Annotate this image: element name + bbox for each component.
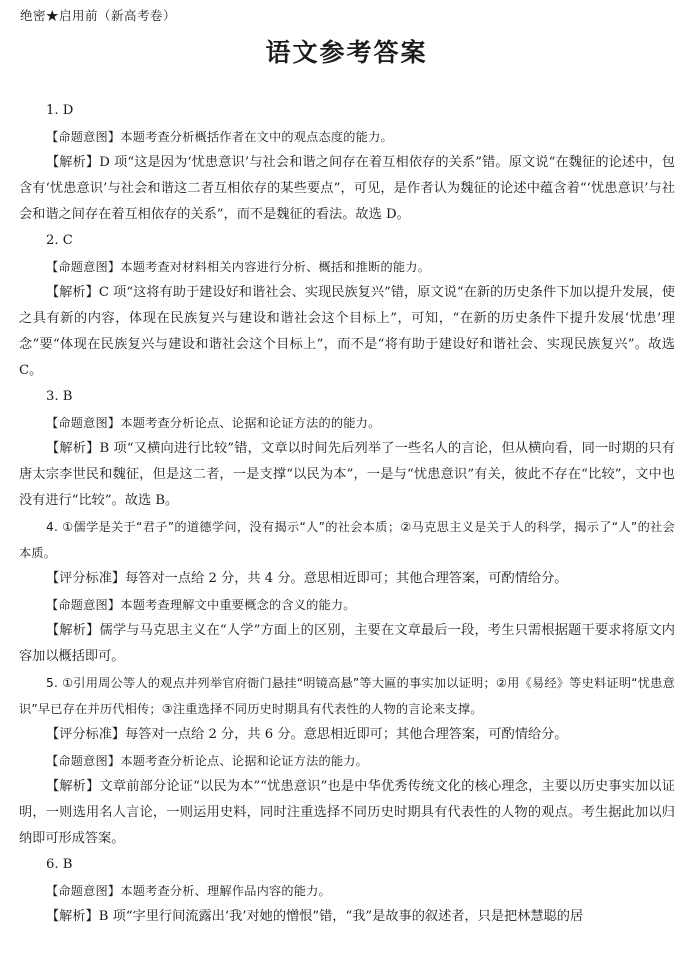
analysis-paragraph: 【解析】B 项“又横向进行比较”错，文章以时间先后列举了一些名人的言论，但从横向看，同一时期的只有唐太宗李世民和魏征，但是这二者，一是支撑“以民为本”，一是与“忧患意识”有关，彼此不存在“比较”，文中也没有进行“比较”。故选 B。 [19,441,675,508]
analysis-paragraph: 【解析】文章前部分论证“以民为本”“忧患意识”也是中华优秀传统文化的核心理念，主要以历史事实加以证明，一则选用名人言论，一则运用史料，同时注重选择不同历史时期具有代表性的人物的观点。考生据此加以归纳即可形成答案。 [19,779,675,846]
page-title: 语文参考答案 [265,38,428,67]
scoring-paragraph: 【评分标准】每答对一点给 2 分，共 6 分。意思相近即可；其他合理答案，可酌情给分。 [46,727,568,742]
question-number: 3. B [46,389,73,404]
intent-paragraph: 【命题意图】本题考查分析论点、论据和论证方法的能力。 [46,754,369,768]
answer-content [19,98,675,930]
analysis-paragraph: 【解析】儒学与马克思主义在“人学”方面上的区别，主要在文章最后一段，考生只需根据题干要求将原文内容加以概括即可。 [19,623,675,664]
answer-paragraph: 5. ①引用周公等人的观点并列举官府衙门悬挂“明镜高悬”等大匾的事实加以证明；②用《易经》等史料证明“忧患意识”早已存在并历代相传；③注重选择不同历史时期具有代表性的人物的言论来支撑。 [19,676,675,716]
header-note: 绝密★启用前（新高考卷） [20,8,177,23]
question-number: 2. C [46,233,73,248]
answer-paragraph: 4. ①儒学是关于“君子”的道德学问，没有揭示“人”的社会本质；②马克思主义是关于人的科学，揭示了“人”的社会本质。 [19,520,675,560]
intent-paragraph: 【命题意图】本题考查分析论点、论据和论证方法的的能力。 [46,416,381,430]
intent-paragraph: 【命题意图】本题考查对材料相关内容进行分析、概括和推断的能力。 [46,260,431,274]
intent-paragraph: 【命题意图】本题考查分析概括作者在文中的观点态度的能力。 [46,130,393,144]
intent-paragraph: 【命题意图】本题考查理解文中重要概念的含义的能力。 [46,598,356,612]
analysis-paragraph: 【解析】D 项“这是因为‘忧患意识’与社会和谐之间存在着互相依存的关系”错。原文说“在魏征的论述中，包含有‘忧患意识’与社会和谐这二者互相依存的某些要点”，可见，是作者认为魏征的论述中蕴含着“‘忧患意识’与社会和谐之间存在着互相依存的关系”，而不是魏征的看法。故选 D。 [19,155,675,222]
question-number: 1. D [46,103,74,118]
analysis-paragraph: 【解析】B 项“字里行间流露出‘我’对她的憎恨”错，“我”是故事的叙述者，只是把林慧聪的居 [46,909,584,924]
intent-paragraph: 【命题意图】本题考查分析、理解作品内容的能力。 [46,884,331,898]
scoring-paragraph: 【评分标准】每答对一点给 2 分，共 4 分。意思相近即可；其他合理答案，可酌情给分。 [46,571,568,586]
question-number: 6. B [46,857,73,872]
analysis-paragraph: 【解析】C 项“这将有助于建设好和谐社会、实现民族复兴”错，原文说“在新的历史条件下加以提升发展，使之具有新的内容，体现在民族复兴与建设和谐社会这个目标上”，可知，“在新的历史条件下提升发展‘忧患’理念”要“体现在民族复兴与建设和谐社会这个目标上”，而不是“将有助于建设好和谐社会、实现民族复兴”。故选 C。 [19,285,675,378]
